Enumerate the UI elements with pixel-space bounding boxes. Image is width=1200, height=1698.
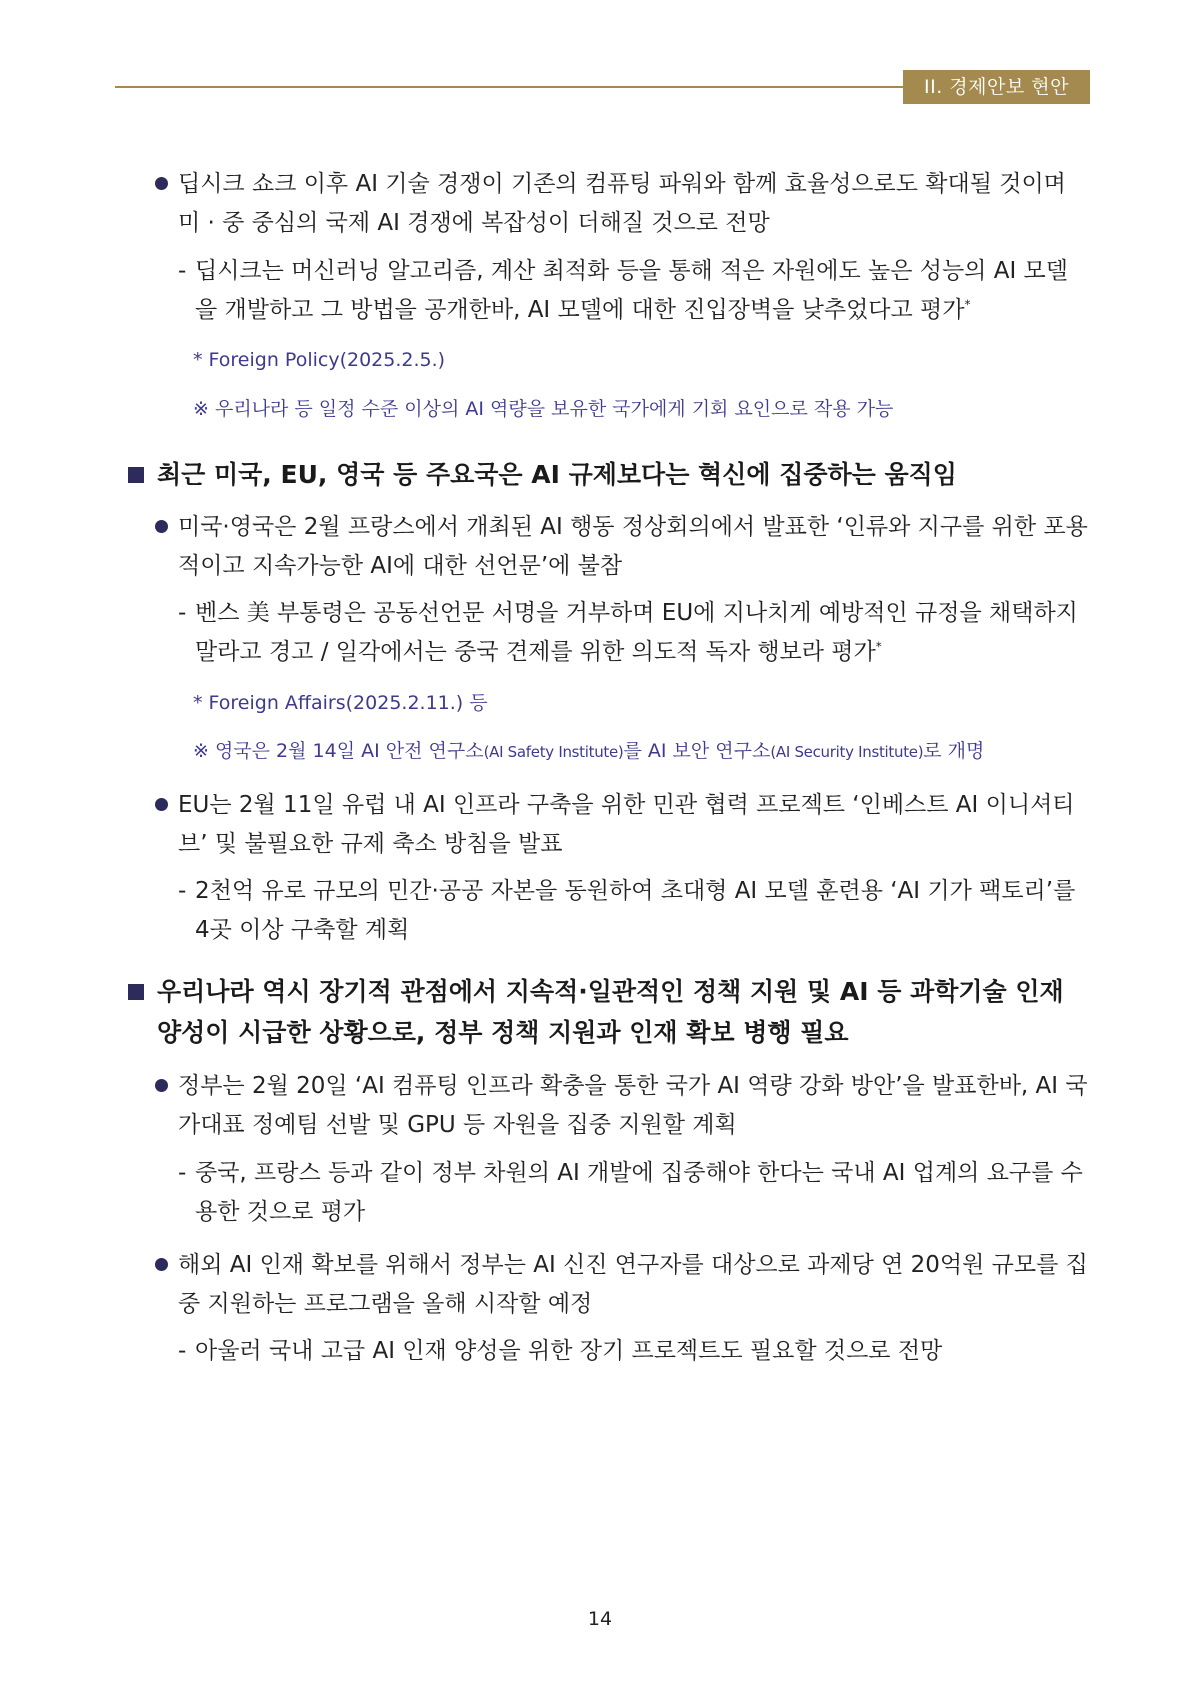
sub-item xyxy=(178,1154,1090,1232)
sub-item xyxy=(178,252,1090,330)
reference-note-text: 를 AI 보안 연구소 xyxy=(623,740,771,762)
sub-item xyxy=(178,594,1090,672)
bullet-item xyxy=(155,1246,1090,1324)
footnote-marker: * xyxy=(875,639,882,654)
reference-note: ※ 우리나라 등 일정 수준 이상의 AI 역량을 보유한 국가에게 기회 요인으로 작용 가능 xyxy=(193,398,894,420)
footnote-marker: * xyxy=(964,297,971,312)
sub-item xyxy=(178,872,1090,950)
reference-note-english: (AI Security Institute) xyxy=(770,743,924,761)
dash-marker: - xyxy=(178,1338,187,1364)
bullet-text: EU는 2월 11일 유럽 내 AI 인프라 구축을 위한 민관 협력 프로젝트 ‘인베스트 AI 이니셔티브’ 및 불필요한 규제 축소 방침을 발표 xyxy=(178,792,1075,857)
dash-marker: - xyxy=(178,258,187,284)
square-bullet-icon xyxy=(128,467,144,483)
bullet-dot-icon xyxy=(155,177,168,190)
bullet-item xyxy=(155,1067,1090,1145)
bullet-dot-icon xyxy=(155,1079,168,1092)
sub-item-body: 벤스 美 부통령은 공동선언문 서명을 거부하며 EU에 지나치게 예방적인 규정을 채택하지 말라고 경고 / 일각에서는 중국 견제를 위한 의도적 독자 행보라 평가 xyxy=(195,600,1078,665)
bullet-dot-icon xyxy=(155,798,168,811)
sub-item-body: 딥시크는 머신러닝 알고리즘, 계산 최적화 등을 통해 적은 자원에도 높은 성능의 AI 모델을 개발하고 그 방법을 공개한바, AI 모델에 대한 진입장벽을 낮추었다고 평가 xyxy=(195,258,1068,323)
bullet-dot-icon xyxy=(155,1258,168,1271)
page-number: 14 xyxy=(587,1608,613,1630)
sub-item-text xyxy=(195,252,1090,330)
sub-item-text: 2천억 유로 규모의 민간·공공 자본을 동원하여 초대형 AI 모델 훈련용 ‘AI 기가 팩토리’를 4곳 이상 구축할 계획 xyxy=(195,878,1076,943)
square-bullet-icon xyxy=(128,984,144,1000)
bullet-item xyxy=(155,786,1090,864)
section-heading-text: 최근 미국, EU, 영국 등 주요국은 AI 규제보다는 혁신에 집중하는 움직임 xyxy=(157,460,957,489)
source-note: * Foreign Affairs(2025.2.11.) 등 xyxy=(193,692,488,714)
bullet-dot-icon xyxy=(155,520,168,533)
section-heading xyxy=(128,971,1090,1053)
dash-marker: - xyxy=(178,878,187,904)
reference-note-text: 로 개명 xyxy=(923,740,985,762)
reference-note xyxy=(193,736,1090,767)
bullet-text: 정부는 2월 20일 ‘AI 컴퓨팅 인프라 확충을 통한 국가 AI 역량 강화 방안’을 발표한바, AI 국가대표 정예팀 선발 및 GPU 등 자원을 집중 지원할 계획 xyxy=(178,1073,1088,1138)
bullet-item xyxy=(155,508,1090,586)
bullet-text: 해외 AI 인재 확보를 위해서 정부는 AI 신진 연구자를 대상으로 과제당 연 20억원 규모를 집중 지원하는 프로그램을 올해 시작할 예정 xyxy=(178,1252,1088,1317)
section-heading-text: 우리나라 역시 장기적 관점에서 지속적·일관적인 정책 지원 및 AI 등 과학기술 인재 양성이 시급한 상황으로, 정부 정책 지원과 인재 확보 병행 필요 xyxy=(157,977,1064,1047)
bullet-item xyxy=(155,165,1090,243)
section-heading xyxy=(128,454,1090,495)
reference-note-text: ※ 영국은 2월 14일 AI 안전 연구소 xyxy=(193,740,484,762)
source-note: * Foreign Policy(2025.2.5.) xyxy=(193,349,446,371)
section-tab: II. 경제안보 현안 xyxy=(903,70,1090,104)
dash-marker: - xyxy=(178,600,187,626)
header-rule xyxy=(115,86,905,88)
sub-item-text xyxy=(195,594,1090,672)
bullet-text: 딥시크 쇼크 이후 AI 기술 경쟁이 기존의 컴퓨팅 파워와 함께 효율성으로도 확대될 것이며 미 · 중 중심의 국제 AI 경쟁에 복잡성이 더해질 것으로 전망 xyxy=(178,171,1066,236)
sub-item-text: 중국, 프랑스 등과 같이 정부 차원의 AI 개발에 집중해야 한다는 국내 AI 업계의 요구를 수용한 것으로 평가 xyxy=(195,1160,1083,1225)
reference-note-english: (AI Safety Institute) xyxy=(483,743,624,761)
bullet-text: 미국·영국은 2월 프랑스에서 개최된 AI 행동 정상회의에서 발표한 ‘인류와 지구를 위한 포용적이고 지속가능한 AI에 대한 선언문’에 불참 xyxy=(178,514,1088,579)
sub-item-text: 아울러 국내 고급 AI 인재 양성을 위한 장기 프로젝트도 필요할 것으로 전망 xyxy=(195,1338,943,1364)
dash-marker: - xyxy=(178,1160,187,1186)
sub-item xyxy=(178,1332,1090,1371)
